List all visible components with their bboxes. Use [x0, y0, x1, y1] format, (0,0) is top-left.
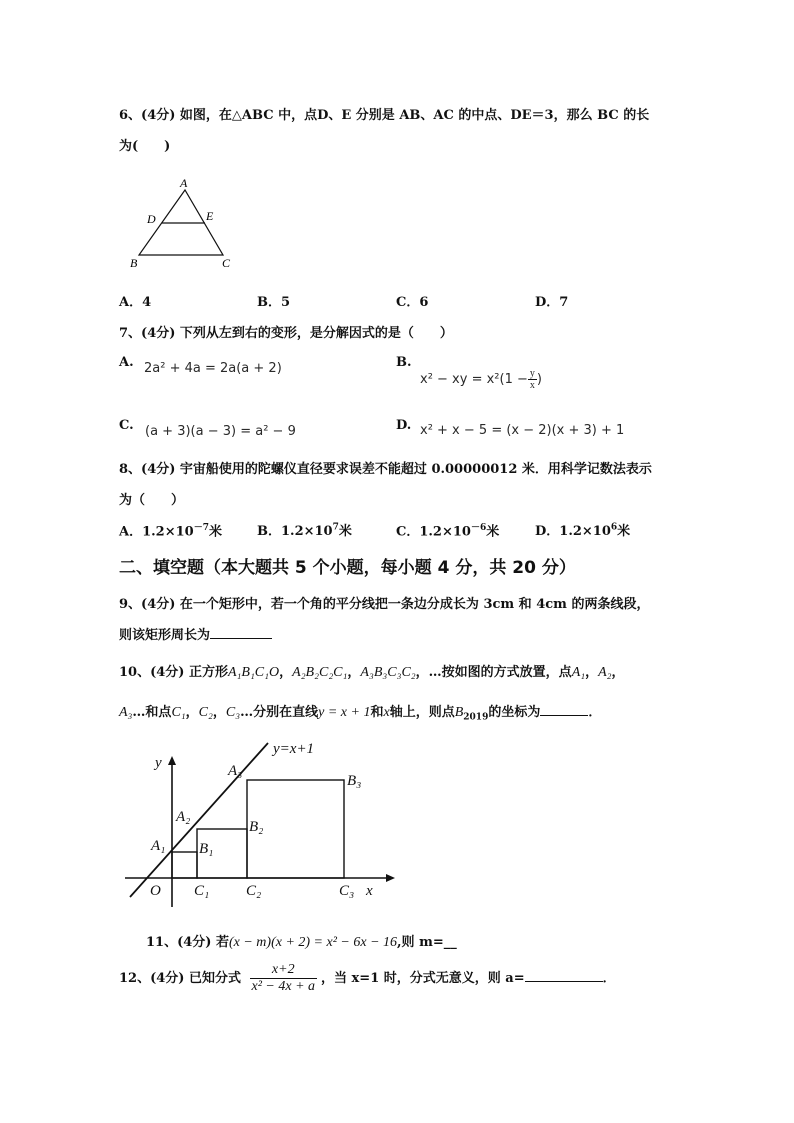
q10-answer-blank: [540, 715, 588, 716]
q7-option-a: 2a² + 4a = 2a(a + 2): [144, 361, 282, 376]
fig-label-a: A: [180, 176, 188, 190]
q8-option-a: A．$1.2\times 10^{-7}$米: [119, 523, 222, 540]
q6-triangle-figure: [125, 175, 245, 275]
q12-answer-blank: [525, 981, 603, 982]
q7-label-b: B.: [396, 355, 412, 370]
q9-line2: 则该矩形周长为: [119, 624, 272, 643]
q10-line2: A₃…和点C₁，C₂，C₃…分别在直线y = x + 1和x轴上，则点$B_{2019}$的坐标为 ．: [119, 705, 602, 723]
q6-line2: 为( ): [119, 139, 171, 154]
fig-label-c2: C₂: [246, 883, 262, 899]
q7-b-right: ): [536, 372, 542, 387]
fig-label-c1: C₁: [194, 883, 210, 899]
q7-label-d: D.: [396, 418, 412, 433]
fig-label-b3: B₃: [347, 773, 362, 789]
q9-line1: 9、(4分) 在一个矩形中，若一个角的平分线把一条边分成长为 3cm 和 4cm 的两条线段，: [119, 597, 650, 612]
fig-label-c: C: [222, 256, 231, 270]
fig-label-c3: C₃: [339, 883, 355, 899]
fig-label-e: E: [206, 209, 214, 223]
fig-label-b2: B₂: [249, 819, 264, 835]
q6-option-d: D．7: [535, 295, 569, 310]
fig-y-axis-label: y: [155, 755, 162, 771]
q7-option-c: (a + 3)(a − 3) = a² − 9: [145, 424, 296, 439]
fig-label-b: B: [130, 256, 138, 270]
q6-option-c: C．6: [396, 295, 429, 310]
q10-squares-figure: [118, 735, 398, 907]
q8-line2: 为（ ）: [119, 493, 185, 508]
q7-label-c: C.: [119, 418, 134, 433]
q6-option-b: B．5: [257, 295, 291, 310]
q7-option-d: x² + x − 5 = (x − 2)(x + 3) + 1: [420, 423, 625, 438]
q8-option-c: C．$1.2\times 10^{-6}$米: [396, 523, 500, 540]
q8-option-d: D．$1.2\times 10^6$米: [535, 522, 631, 539]
fig-label-a1: A₁: [151, 838, 166, 854]
q7-label-a: A.: [119, 355, 134, 370]
q7-option-b: [420, 368, 542, 391]
section-heading-fill-in: 二、填空题（本大题共 5 个小题，每小题 4 分，共 20 分）: [119, 558, 576, 578]
q7-text: 7、(4分) 下列从左到右的变形，是分解因式的是（ ）: [119, 326, 453, 341]
fig-label-b1: B₁: [199, 841, 214, 857]
fig-label-d: D: [147, 212, 156, 226]
q6-option-a: A．4: [119, 295, 152, 310]
q12-line: 12、(4分) 已知分式 $\frac{x+2}{\text{x² − 4x + a}}$ ，当 x=1 时，分式无意义，则 a= ．: [119, 962, 616, 994]
fig-line-label: y=x+1: [273, 741, 315, 757]
q9-answer-blank: [210, 638, 272, 639]
fig-x-axis-label: x: [366, 883, 373, 899]
q7-b-num: y: [529, 368, 535, 379]
fig-label-a2: A₂: [176, 809, 191, 825]
q10-line1: 10、(4分) 正方形A₁B₁C₁O，A₂B₂C₂C₁，A₃B₃C₃C₂，…按如图的方式放置，点A₁，A₂，: [119, 665, 625, 680]
q7-b-left: x² − xy = x²(1 −: [420, 372, 528, 387]
q7-b-den: x: [529, 380, 535, 391]
q8-line1: 8、(4分) 宇宙船使用的陀螺仪直径要求误差不能超过 0.00000012 米．用科学记数法表示: [119, 462, 652, 477]
fig-origin-label: O: [150, 883, 161, 899]
q6-line1: 6、(4分) 如图，在△ABC 中，点D、E 分别是 AB、AC 的中点、DE＝3，那么 BC 的长: [119, 108, 650, 123]
q11-line: 11、(4分) 若(x − m)(x + 2) = x² − 6x − 16,则 m=__: [146, 935, 457, 950]
q8-option-b: B．$1.2\times 10^7$米: [257, 522, 352, 539]
fig-label-a3: A₃: [228, 763, 243, 779]
